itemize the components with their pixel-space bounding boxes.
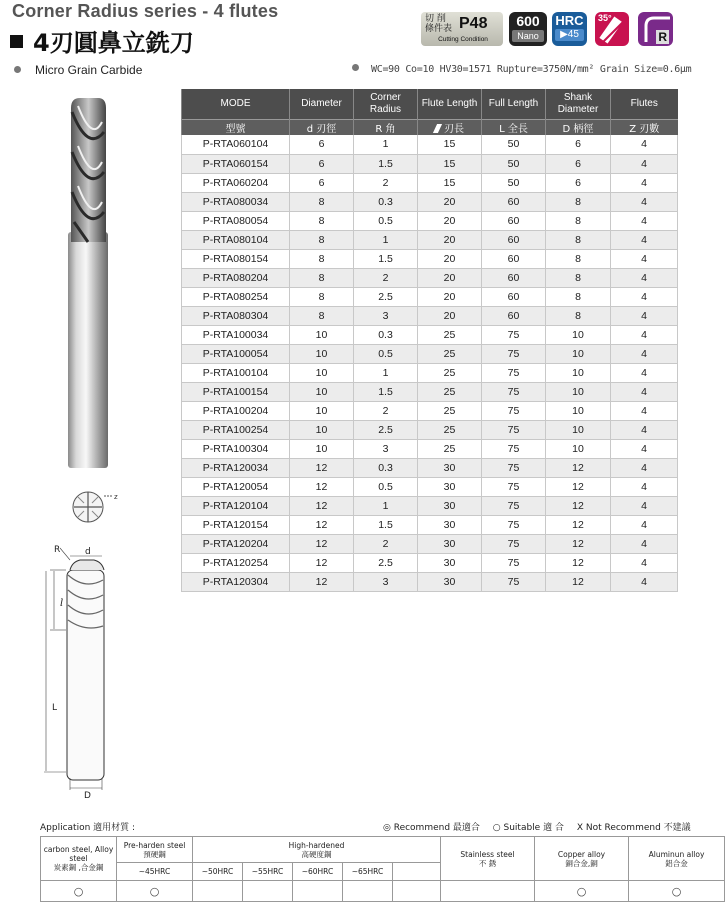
table-cell: 75 — [482, 382, 546, 401]
header-shank-diameter: Shank Diameter — [546, 89, 611, 119]
hrc-value: ▶45 — [555, 29, 584, 41]
end-mill-photo — [58, 92, 118, 472]
table-cell: P-RTA080104 — [182, 230, 290, 249]
application-header-row — [41, 837, 725, 863]
table-cell: 12 — [290, 496, 354, 515]
table-cell: P-RTA120154 — [182, 515, 290, 534]
table-row — [182, 344, 678, 363]
table-cell: 10 — [546, 439, 611, 458]
table-cell: 60 — [482, 249, 546, 268]
table-cell: P-RTA100254 — [182, 420, 290, 439]
table-row — [182, 135, 678, 154]
table-cell: 4 — [611, 230, 678, 249]
table-cell: 10 — [546, 420, 611, 439]
table-cell: 15 — [418, 135, 482, 154]
table-row — [182, 211, 678, 230]
app-col-preharden: Pre-harden steel 預硬鋼 — [117, 837, 193, 863]
table-cell: 10 — [290, 325, 354, 344]
table-row — [182, 230, 678, 249]
app-sub-blank — [393, 863, 441, 881]
table-cell: 10 — [546, 401, 611, 420]
spec-table — [181, 89, 678, 592]
rating-blank — [393, 881, 441, 902]
table-cell: 4 — [611, 287, 678, 306]
material-name-text: Micro Grain Carbide — [35, 63, 143, 77]
table-row — [182, 325, 678, 344]
table-cell: 60 — [482, 287, 546, 306]
table-cell: 2.5 — [354, 420, 418, 439]
table-cell: 4 — [611, 515, 678, 534]
table-cell: 4 — [611, 553, 678, 572]
table-cell: 2 — [354, 534, 418, 553]
table-cell: 4 — [611, 382, 678, 401]
app-col-high-hardened: High-hardened 高硬度鋼 — [193, 837, 441, 863]
app-col-stainless: Stainless steel 不 銹 — [441, 837, 535, 881]
material-spec-text: WC=90 Co=10 HV30=1571 Rupture=3750N/mm² Grain Size=0.6μm — [371, 64, 692, 75]
table-cell: P-RTA120204 — [182, 534, 290, 553]
table-cell: 20 — [418, 211, 482, 230]
table-cell: 0.3 — [354, 192, 418, 211]
helix-angle-badge — [595, 12, 629, 46]
table-cell: P-RTA120054 — [182, 477, 290, 496]
table-cell: 12 — [290, 553, 354, 572]
app-col-aluminum: Aluminun alloy 鋁合金 — [629, 837, 725, 881]
table-cell: 4 — [611, 363, 678, 382]
table-cell: 2.5 — [354, 287, 418, 306]
table-cell: 1.5 — [354, 154, 418, 173]
table-cell: 12 — [290, 515, 354, 534]
table-cell: 12 — [546, 534, 611, 553]
table-cell: 4 — [611, 192, 678, 211]
table-cell: P-RTA100154 — [182, 382, 290, 401]
application-rating-row — [41, 881, 725, 902]
header-zh-flute-text: 刃長 — [444, 123, 464, 135]
table-cell: 4 — [611, 401, 678, 420]
table-cell: 6 — [290, 135, 354, 154]
app-col-copper: Copper alloy 銅合金,銅 — [535, 837, 629, 881]
cross-section-diagram — [64, 482, 124, 532]
table-cell: 10 — [290, 382, 354, 401]
table-cell: 10 — [546, 344, 611, 363]
table-cell: 20 — [418, 268, 482, 287]
coating-name: Nano — [512, 30, 544, 42]
table-cell: 60 — [482, 268, 546, 287]
table-cell: 6 — [290, 173, 354, 192]
header-zh-model: 型號 — [182, 119, 290, 135]
table-cell: 8 — [546, 211, 611, 230]
legend-recommend: ◎ Recommend 最適合 — [383, 823, 480, 833]
header-zh-full: L 全長 — [482, 119, 546, 135]
table-cell: 15 — [418, 154, 482, 173]
cutting-grade: P48 — [459, 15, 488, 32]
table-row — [182, 382, 678, 401]
table-cell: 4 — [611, 211, 678, 230]
table-cell: 20 — [418, 230, 482, 249]
table-cell: 15 — [418, 173, 482, 192]
table-cell: 8 — [290, 230, 354, 249]
header-zh-flute — [418, 119, 482, 135]
table-cell: 10 — [290, 401, 354, 420]
header-mode: MODE — [182, 89, 290, 119]
table-cell: 20 — [418, 249, 482, 268]
table-cell: 4 — [611, 420, 678, 439]
spec-table-body — [182, 135, 678, 591]
header-flute-length: Flute Length — [418, 89, 482, 119]
table-cell: P-RTA080154 — [182, 249, 290, 268]
table-cell: 3 — [354, 572, 418, 591]
dimension-drawing — [40, 540, 140, 800]
table-cell: 75 — [482, 344, 546, 363]
table-cell: 75 — [482, 439, 546, 458]
table-row — [182, 534, 678, 553]
title-zh-text: 4刃圓鼻立銑刀 — [33, 29, 194, 57]
table-cell: 10 — [290, 439, 354, 458]
table-cell: 8 — [546, 287, 611, 306]
header-diameter: Diameter — [290, 89, 354, 119]
square-bullet-icon — [10, 35, 23, 48]
table-cell: 30 — [418, 477, 482, 496]
table-cell: 4 — [611, 458, 678, 477]
table-cell: 6 — [290, 154, 354, 173]
table-cell: 10 — [290, 363, 354, 382]
table-row — [182, 439, 678, 458]
table-row — [182, 477, 678, 496]
table-row — [182, 287, 678, 306]
bullet-icon — [14, 66, 21, 73]
table-cell: 12 — [546, 572, 611, 591]
table-cell: 75 — [482, 420, 546, 439]
hrc-badge — [552, 12, 587, 46]
table-cell: P-RTA120254 — [182, 553, 290, 572]
table-cell: 60 — [482, 306, 546, 325]
rating-aluminum: ○ — [629, 881, 725, 902]
table-cell: 10 — [546, 382, 611, 401]
table-cell: 30 — [418, 572, 482, 591]
label-L: L — [52, 703, 58, 713]
table-cell: 30 — [418, 458, 482, 477]
table-cell: 75 — [482, 496, 546, 515]
table-cell: 0.3 — [354, 458, 418, 477]
table-row — [182, 515, 678, 534]
table-cell: 25 — [418, 344, 482, 363]
label-d: d — [85, 547, 91, 557]
table-cell: 12 — [290, 572, 354, 591]
application-title: Application 適用材質 : — [40, 823, 136, 833]
table-row — [182, 420, 678, 439]
table-cell: 12 — [290, 534, 354, 553]
table-cell: 30 — [418, 534, 482, 553]
table-row — [182, 306, 678, 325]
application-legend — [383, 820, 701, 833]
table-cell: 50 — [482, 154, 546, 173]
table-cell: 20 — [418, 287, 482, 306]
table-cell: 8 — [290, 211, 354, 230]
rating-60hrc — [293, 881, 343, 902]
table-cell: 8 — [290, 306, 354, 325]
table-cell: 0.3 — [354, 325, 418, 344]
table-cell: 4 — [611, 154, 678, 173]
cutting-condition-badge — [421, 12, 503, 46]
table-cell: 50 — [482, 173, 546, 192]
hrc-label: HRC — [555, 13, 584, 28]
table-cell: 1.5 — [354, 515, 418, 534]
table-cell: 60 — [482, 230, 546, 249]
app-sub-60: ~60HRC — [293, 863, 343, 881]
table-cell: P-RTA120034 — [182, 458, 290, 477]
table-cell: P-RTA100034 — [182, 325, 290, 344]
table-cell: P-RTA080034 — [182, 192, 290, 211]
coating-number: 600 — [516, 13, 540, 29]
table-cell: 12 — [290, 477, 354, 496]
table-cell: 75 — [482, 572, 546, 591]
table-cell: P-RTA100104 — [182, 363, 290, 382]
table-cell: P-RTA060104 — [182, 135, 290, 154]
header-row-en — [182, 89, 678, 119]
table-cell: 3 — [354, 439, 418, 458]
table-cell: P-RTA100304 — [182, 439, 290, 458]
table-cell: 8 — [546, 306, 611, 325]
header-row-zh — [182, 119, 678, 135]
table-cell: 1 — [354, 496, 418, 515]
table-cell: 1.5 — [354, 249, 418, 268]
table-cell: 25 — [418, 401, 482, 420]
rating-50hrc — [193, 881, 243, 902]
table-cell: P-RTA120104 — [182, 496, 290, 515]
table-cell: 75 — [482, 515, 546, 534]
table-cell: 4 — [611, 249, 678, 268]
table-row — [182, 268, 678, 287]
table-cell: 8 — [546, 268, 611, 287]
table-cell: 8 — [290, 268, 354, 287]
table-cell: 4 — [611, 534, 678, 553]
header-zh-shank: D 柄徑 — [546, 119, 611, 135]
nano-coating-badge — [509, 12, 547, 46]
table-cell: 1 — [354, 230, 418, 249]
table-cell: 12 — [546, 477, 611, 496]
table-row — [182, 401, 678, 420]
table-cell: 6 — [546, 173, 611, 192]
bullet-icon — [352, 64, 359, 71]
material-name — [14, 63, 142, 77]
table-cell: 4 — [611, 496, 678, 515]
table-cell: 30 — [418, 515, 482, 534]
table-cell: 8 — [290, 287, 354, 306]
label-l: l — [60, 598, 64, 609]
table-cell: 75 — [482, 458, 546, 477]
table-cell: 4 — [611, 344, 678, 363]
table-cell: 8 — [290, 192, 354, 211]
table-cell: P-RTA120304 — [182, 572, 290, 591]
table-cell: P-RTA060204 — [182, 173, 290, 192]
table-cell: 4 — [611, 306, 678, 325]
table-cell: 75 — [482, 477, 546, 496]
table-cell: 30 — [418, 496, 482, 515]
cutting-zh-2: 條件表 — [425, 24, 453, 34]
helix-angle-value: 35° — [598, 13, 612, 23]
table-cell: 60 — [482, 211, 546, 230]
table-cell: 0.5 — [354, 211, 418, 230]
table-cell: P-RTA080204 — [182, 268, 290, 287]
table-cell: P-RTA100204 — [182, 401, 290, 420]
table-cell: 8 — [546, 192, 611, 211]
table-cell: 12 — [546, 515, 611, 534]
table-cell: 12 — [546, 553, 611, 572]
legend-suitable: ○ Suitable 適 合 — [492, 823, 564, 833]
header-zh-diameter: d 刃徑 — [290, 119, 354, 135]
table-cell: 3 — [354, 306, 418, 325]
table-cell: 6 — [546, 154, 611, 173]
table-cell: 8 — [546, 249, 611, 268]
header-zh-flutes: Z 刃數 — [611, 119, 678, 135]
table-cell: 12 — [546, 458, 611, 477]
table-cell: 1 — [354, 135, 418, 154]
table-row — [182, 553, 678, 572]
rating-65hrc — [343, 881, 393, 902]
corner-radius-badge — [638, 12, 673, 46]
table-cell: 12 — [546, 496, 611, 515]
header-zh-radius: R 角 — [354, 119, 418, 135]
table-cell: 6 — [546, 135, 611, 154]
table-cell: 0.5 — [354, 344, 418, 363]
rating-55hrc — [243, 881, 293, 902]
table-cell: 75 — [482, 534, 546, 553]
page-title-en: Corner Radius series - 4 flutes — [12, 1, 279, 21]
application-table — [40, 836, 725, 902]
material-spec — [352, 64, 691, 75]
rating-stainless — [441, 881, 535, 902]
table-cell: 75 — [482, 553, 546, 572]
label-R: R — [54, 545, 61, 555]
radius-label: R — [658, 30, 667, 44]
rating-preharden: ○ — [117, 881, 193, 902]
table-cell: 4 — [611, 135, 678, 154]
app-sub-45: ~45HRC — [117, 863, 193, 881]
table-row — [182, 249, 678, 268]
header-full-length: Full Length — [482, 89, 546, 119]
rating-carbon: ○ — [41, 881, 117, 902]
table-row — [182, 192, 678, 211]
legend-not-recommend: X Not Recommend 不建議 — [576, 823, 691, 833]
table-cell: 1.5 — [354, 382, 418, 401]
table-cell: 0.5 — [354, 477, 418, 496]
table-row — [182, 173, 678, 192]
table-cell: 25 — [418, 439, 482, 458]
table-cell: P-RTA060154 — [182, 154, 290, 173]
table-cell: 60 — [482, 192, 546, 211]
table-cell: 4 — [611, 173, 678, 192]
rating-copper: ○ — [535, 881, 629, 902]
table-cell: 2 — [354, 173, 418, 192]
table-cell: 25 — [418, 382, 482, 401]
table-cell: 4 — [611, 477, 678, 496]
table-row — [182, 572, 678, 591]
table-cell: 20 — [418, 306, 482, 325]
table-cell: 75 — [482, 363, 546, 382]
table-cell: P-RTA080304 — [182, 306, 290, 325]
table-cell: 50 — [482, 135, 546, 154]
table-cell: 1 — [354, 363, 418, 382]
header-flutes: Flutes — [611, 89, 678, 119]
cutting-zh-1: 切 削 — [425, 14, 446, 24]
cutting-condition-label: Cutting Condition — [438, 36, 488, 43]
table-row — [182, 154, 678, 173]
table-cell: 10 — [546, 325, 611, 344]
table-cell: 75 — [482, 401, 546, 420]
table-cell: 25 — [418, 363, 482, 382]
table-cell: 4 — [611, 325, 678, 344]
flute-length-icon — [433, 124, 442, 133]
table-cell: 4 — [611, 572, 678, 591]
app-sub-65: ~65HRC — [343, 863, 393, 881]
z-label: z — [114, 493, 118, 501]
table-cell: 8 — [546, 230, 611, 249]
table-cell: P-RTA080054 — [182, 211, 290, 230]
table-cell: 10 — [290, 344, 354, 363]
table-cell: 25 — [418, 420, 482, 439]
table-cell: 25 — [418, 325, 482, 344]
table-cell: 2 — [354, 401, 418, 420]
header-corner-radius: Corner Radius — [354, 89, 418, 119]
label-D: D — [84, 791, 91, 801]
app-sub-50: ~50HRC — [193, 863, 243, 881]
page-title-zh — [10, 23, 194, 58]
table-cell: 8 — [290, 249, 354, 268]
table-cell: 4 — [611, 439, 678, 458]
app-sub-55: ~55HRC — [243, 863, 293, 881]
table-cell: 2.5 — [354, 553, 418, 572]
table-cell: 30 — [418, 553, 482, 572]
table-cell: P-RTA080254 — [182, 287, 290, 306]
table-cell: 20 — [418, 192, 482, 211]
table-row — [182, 458, 678, 477]
table-cell: 12 — [290, 458, 354, 477]
table-row — [182, 363, 678, 382]
table-row — [182, 496, 678, 515]
table-cell: 2 — [354, 268, 418, 287]
table-cell: P-RTA100054 — [182, 344, 290, 363]
table-cell: 10 — [546, 363, 611, 382]
table-cell: 75 — [482, 325, 546, 344]
table-cell: 4 — [611, 268, 678, 287]
app-col-carbon-steel: carbon steel, Alloy steel 炭素鋼 ,合金鋼 — [41, 837, 117, 881]
table-cell: 10 — [290, 420, 354, 439]
